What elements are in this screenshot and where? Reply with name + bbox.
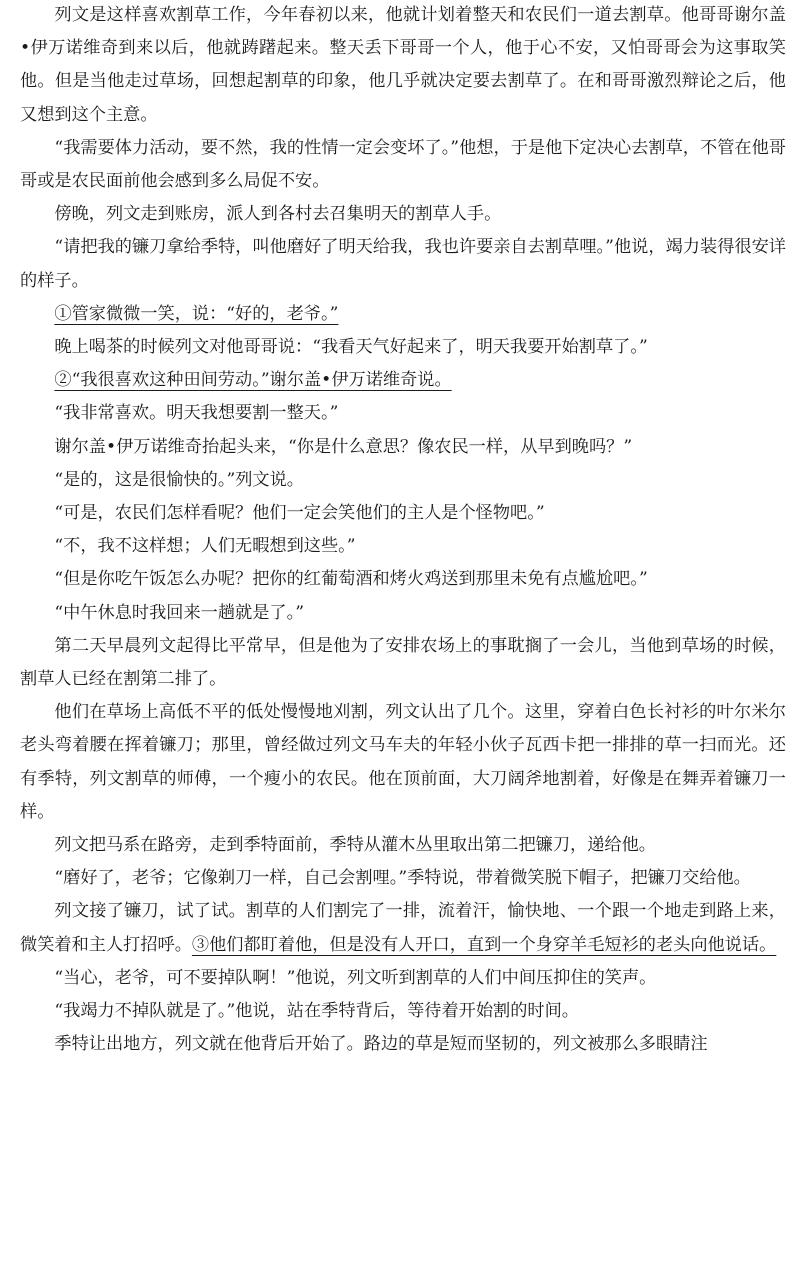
- paragraph-1: [20, 0, 786, 132]
- paragraph-11: [20, 497, 786, 530]
- paragraph-16: [20, 696, 786, 829]
- paragraph-20: [20, 962, 786, 995]
- paragraph-9: [20, 431, 786, 464]
- paragraph-22: [20, 1028, 786, 1061]
- paragraph-19-text: 列文接了镰刀，试了试。割草的人们割完了一排，流着汗，愉快地、一个跟一个地走到路上来，微笑着和主人打招呼。: [20, 901, 786, 955]
- paragraph-5-underlined: [20, 298, 786, 331]
- paragraph-17: [20, 829, 786, 862]
- paragraph-9-text: 谢尔盖•伊万诺维奇抬起头来，“你是什么意思？像农民一样，从早到晚吗？”: [54, 436, 633, 457]
- paragraph-14: [20, 597, 786, 630]
- paragraph-21-text: “我竭力不掉队就是了。”他说，站在季特背后，等待着开始割的时间。: [54, 1001, 579, 1022]
- paragraph-8: [20, 397, 786, 430]
- paragraph-16-text: 他们在草场上高低不平的低处慢慢地刈割，列文认出了几个。这里，穿着白色长衬衫的叶尔米尔老头弯着腰在挥着镰刀；那里，曾经做过列文马车夫的年轻小伙子瓦西卡把一排排的草一扫而光。还有季特，列文割草的师傅，一个瘦小的农民。他在顶前面，大刀阔斧地割着，好像是在舞弄着镰刀一样。: [20, 702, 786, 822]
- paragraph-3-text: 傍晚，列文走到账房，派人到各村去召集明天的割草人手。: [54, 204, 502, 225]
- paragraph-18-text: “磨好了，老爷；它像剃刀一样，自己会割哩。”季特说，带着微笑脱下帽子，把镰刀交给他。: [54, 868, 751, 889]
- paragraph-22-text: 季特让出地方，列文就在他背后开始了。路边的草是短而坚韧的，列文被那么多眼睛注: [54, 1034, 708, 1055]
- paragraph-15: [20, 630, 786, 696]
- paragraph-21: [20, 995, 786, 1028]
- paragraph-13-text: “但是你吃午饭怎么办呢？把你的红葡萄酒和烤火鸡送到那里未免有点尴尬吧。”: [54, 569, 648, 590]
- paragraph-6: [20, 331, 786, 364]
- paragraph-11-text: “可是，农民们怎样看呢？他们一定会笑他们的主人是个怪物吧。”: [54, 503, 545, 524]
- paragraph-10-text: “是的，这是很愉快的。”列文说。: [54, 469, 304, 490]
- paragraph-2: [20, 132, 786, 198]
- underlined-sentence-3: ③他们都盯着他，但是没有人开口，直到一个身穿羊毛短衫的老头向他说话。: [191, 934, 777, 955]
- underlined-sentence-1: ①管家微微一笑，说：“好的，老爷。”: [54, 303, 339, 324]
- paragraph-20-text: “当心，老爷，可不要掉队啊！”他说，列文听到割草的人们中间压抑住的笑声。: [54, 967, 657, 988]
- paragraph-12-text: “不，我不这样想；人们无暇想到这些。”: [54, 536, 356, 557]
- paragraph-8-text: “我非常喜欢。明天我想要割一整天。”: [54, 403, 339, 424]
- paragraph-3: [20, 198, 786, 231]
- paragraph-12: [20, 530, 786, 563]
- paragraph-19: [20, 895, 786, 961]
- paragraph-1-text: 列文是这样喜欢割草工作，今年春初以来，他就计划着整天和农民们一道去割草。他哥哥谢尔盖•伊万诺维奇到来以后，他就踌躇起来。整天丢下哥哥一个人，他于心不安，又怕哥哥会为这事取笑他。但是当他走过草场，回想起割草的印象，他几乎就决定要去割草了。在和哥哥激烈辩论之后，他又想到这个主意。: [20, 5, 786, 125]
- paragraph-6-text: 晚上喝茶的时候列文对他哥哥说：“我看天气好起来了，明天我要开始割草了。”: [54, 337, 648, 358]
- paragraph-18: [20, 862, 786, 895]
- paragraph-13: [20, 563, 786, 596]
- paragraph-15-text: 第二天早晨列文起得比平常早，但是他为了安排农场上的事耽搁了一会儿，当他到草场的时候，割草人已经在割第二排了。: [20, 635, 786, 690]
- paragraph-4: [20, 231, 786, 297]
- paragraph-7-underlined: [20, 364, 786, 397]
- underlined-sentence-2: ②“我很喜欢这种田间劳动。”谢尔盖•伊万诺维奇说。: [54, 370, 452, 391]
- paragraph-2-text: “我需要体力活动，要不然，我的性情一定会变坏了。”他想，于是他下定决心去割草，不管在他哥哥或是农民面前他会感到多么局促不安。: [20, 137, 786, 192]
- paragraph-17-text: 列文把马系在路旁，走到季特面前，季特从灌木丛里取出第二把镰刀，递给他。: [54, 835, 656, 856]
- paragraph-14-text: “中午休息时我回来一趟就是了。”: [54, 602, 304, 623]
- paragraph-10: [20, 464, 786, 497]
- paragraph-4-text: “请把我的镰刀拿给季特，叫他磨好了明天给我，我也许要亲自去割草哩。”他说，竭力装得很安详的样子。: [20, 237, 786, 291]
